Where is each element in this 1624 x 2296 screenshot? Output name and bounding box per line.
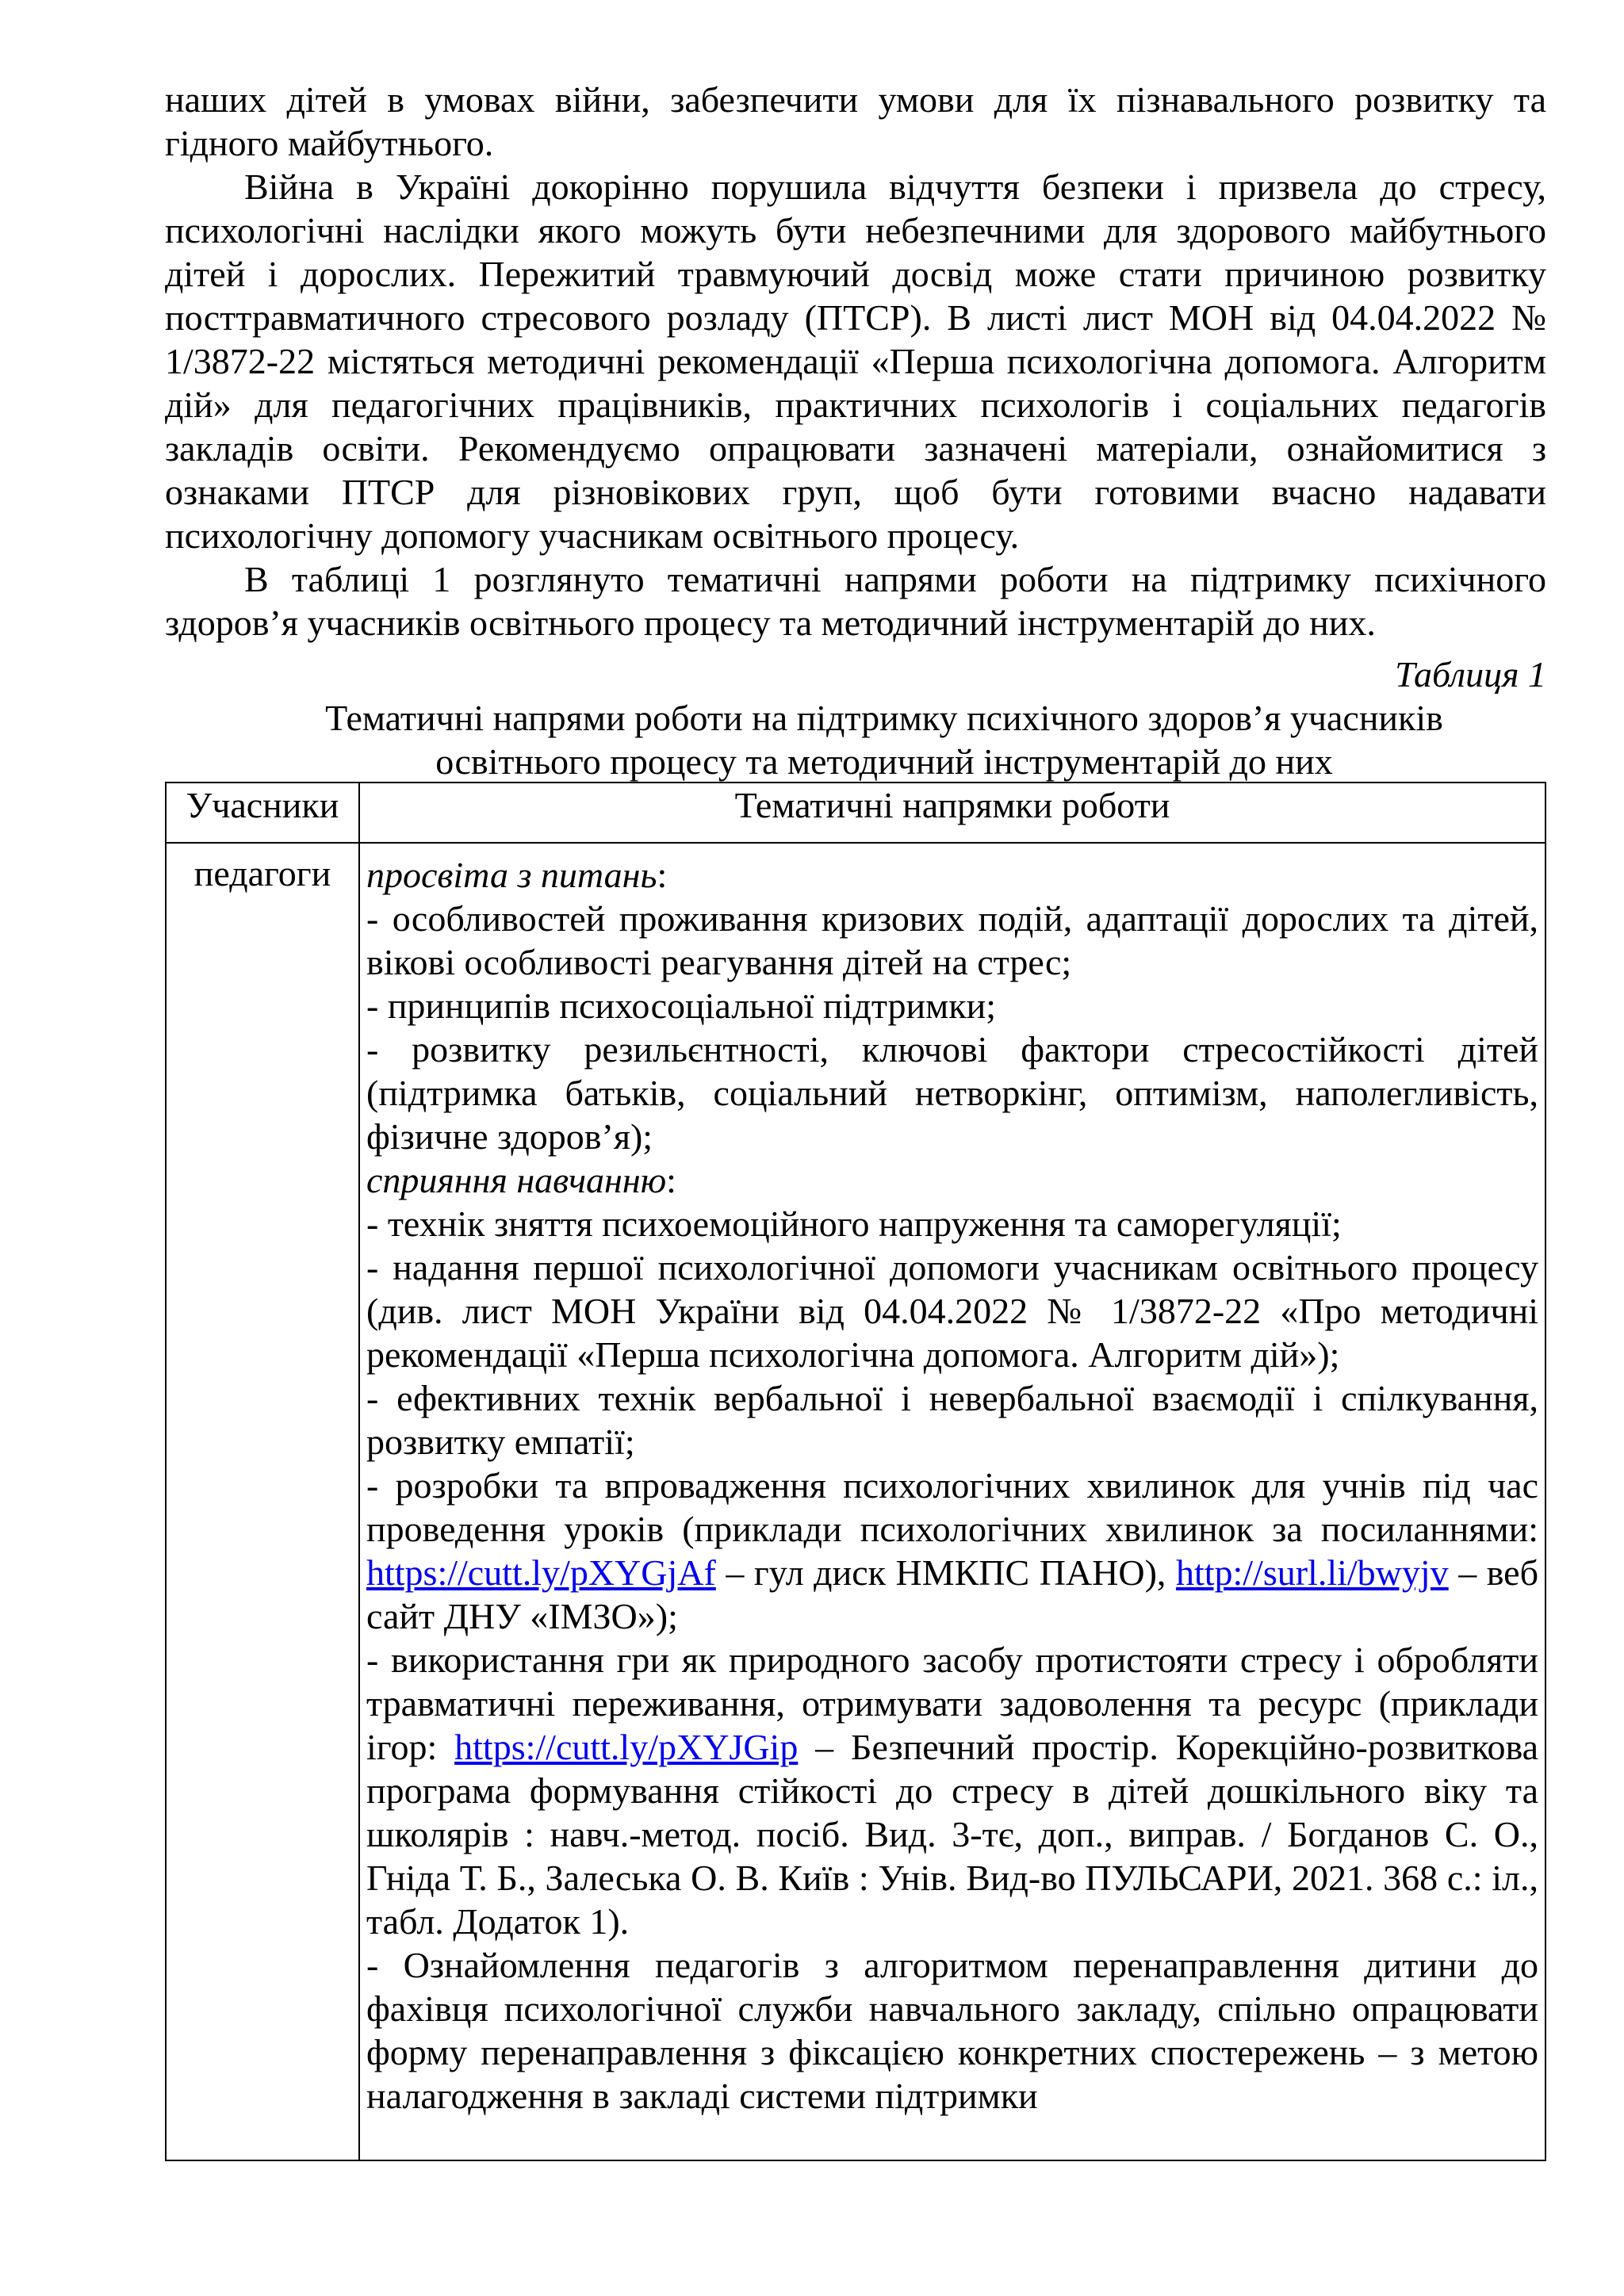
list-item: - технік зняття психоемоційного напруження та саморегуляції; (366, 1203, 1342, 1244)
link-cutt-pxygjaf[interactable]: https://cutt.ly/pXYGjAf (366, 1552, 716, 1593)
link-cutt-pxyjgip[interactable]: https://cutt.ly/pXYJGip (454, 1727, 799, 1767)
paragraph-war-impact: Війна в Україні докорінно порушила відчуття безпеки і призвела до стресу, психологічні наслідки якого можуть бути небезпечними для здорового майбутнього дітей і дорослих. Пережитий травмуючий досвід може стати причиною розвитку посттравматичного стресового розладу (ПТСР). В листі лист МОН від 04.04.2022 № 1/3872-22 містяться методичні рекомендації «Перша психологічна допомога. Алгоритм дій» для педагогічних працівників, практичних психологів і соціальних педагогів закладів освіти. Рекомендуємо опрацювати зазначені матеріали, ознайомитися з ознаками ПТСР для різновікових груп, щоб бути готовими вчасно надавати психологічну допомогу учасникам освітнього процесу. (165, 166, 1546, 556)
header-participants: Учасники (166, 783, 359, 843)
body-text (165, 78, 1546, 645)
table-title-line-1: Тематичні напрями роботи на підтримку психічного здоров’я учасників (325, 698, 1443, 738)
header-directions: Тематичні напрямки роботи (359, 783, 1545, 843)
list-item-referral: - Ознайомлення педагогів з алгоритмом перенаправлення дитини до фахівця психологічної служби навчального закладу, спільно опрацювати форму перенаправлення з фіксацією конкретних спостережень – з метою налагодження в закладі системи підтримки (366, 1945, 1538, 2116)
list-item: - принципів психосоціальної підтримки; (366, 985, 996, 1026)
section-education-heading: просвіта з питань: (366, 855, 668, 895)
list-item: - надання першої психологічної допомоги учасникам освітнього процесу (див. лист МОН України від 04.04.2022 № 1/3872-22 «Про методичні рекомендації «Перша психологічна допомога. Алгоритм дій»); (366, 1247, 1538, 1375)
list-item-psych-minutes: - розробки та впровадження психологічних хвилинок для учнів під час проведення уроків (приклади психологічних хвилинок за посиланнями: https://cutt.ly/pXYGjAf – гул диск НМКПС ПАНО), http://surl.li/bwyjv – веб сайт ДНУ «ІМЗО»); (366, 1465, 1538, 1636)
table-title (222, 696, 1546, 783)
table-header-row (166, 783, 1545, 843)
list-item-games: - використання гри як природного засобу протистояти стресу і обробляти травматичні переживання, отримувати задоволення та ресурс (приклади ігор: https://cutt.ly/pXYJGip – Безпечний простір. Корекційно-розвиткова програма формування стійкості до стресу в дітей дошкільного віку та школярів : навч.-метод. посіб. Вид. 3-тє, доп., виправ. / Богданов С. О., Гніда Т. Б., Залеська О. В. Київ : Унів. Вид-во ПУЛЬСАРИ, 2021. 368 с.: іл., табл. Додаток 1). (366, 1640, 1538, 1942)
table-title-line-2: освітнього процесу та методичний інструментарій до них (435, 741, 1333, 782)
directions-table (165, 782, 1546, 2161)
list-item: - ефективних технік вербальної і невербальної взаємодії і спілкування, розвитку емпатії; (366, 1378, 1538, 1462)
table-row (166, 843, 1545, 2160)
paragraph-continuation: наших дітей в умовах війни, забезпечити умови для їх пізнавального розвитку та гідного майбутнього. (165, 79, 1546, 163)
link-surl-bwyjv[interactable]: http://surl.li/bwyjv (1175, 1552, 1449, 1593)
paragraph-table-intro: В таблиці 1 розглянуто тематичні напрями роботи на підтримку психічного здоров’я учасників освітнього процесу та методичний інструментарій до них. (165, 559, 1546, 643)
list-item: - особливостей проживання кризових подій, адаптації дорослих та дітей, вікові особливості реагування дітей на стрес; (366, 898, 1538, 982)
cell-participant-teachers: педагоги (166, 843, 359, 2160)
cell-directions-teachers (359, 843, 1545, 2160)
section-learning-heading: сприяння навчанню: (366, 1160, 676, 1200)
list-item: - розвитку резильєнтності, ключові фактори стресостійкості дітей (підтримка батьків, соціальний нетворкінг, оптимізм, наполегливість, фізичне здоров’я); (366, 1029, 1538, 1157)
table-label: Таблиця 1 (1395, 654, 1546, 695)
